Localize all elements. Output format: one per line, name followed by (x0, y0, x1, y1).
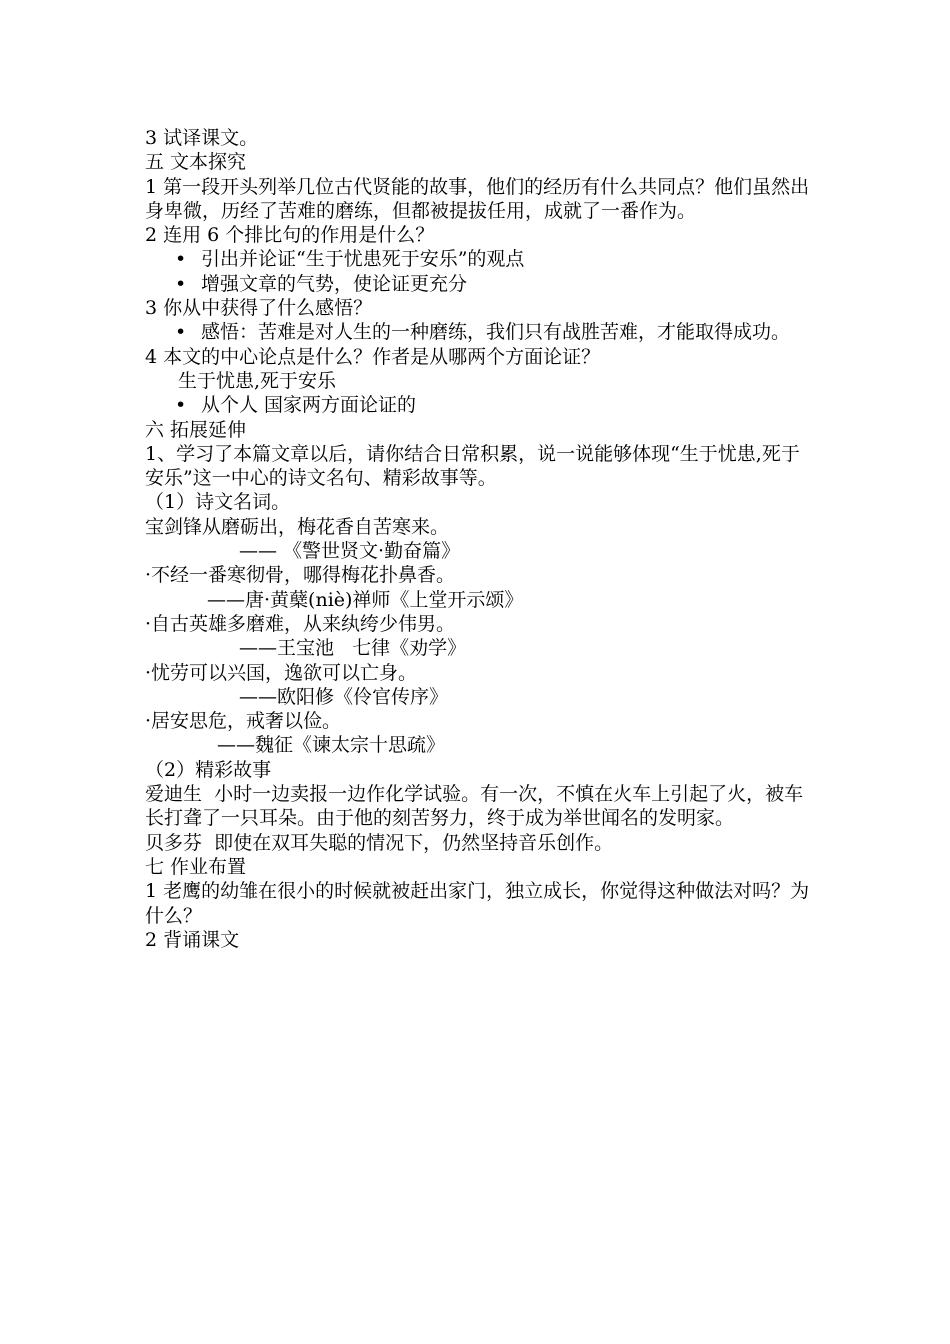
quote-source: ——欧阳修《伶官传序》 (239, 685, 449, 708)
bullet-item (145, 247, 810, 271)
bullet-text: 引出并论证“生于忧患死于安乐”的观点 (201, 248, 525, 271)
central-thesis: 生于忧患,死于安乐 (178, 369, 337, 392)
quote-line: ·忧劳可以兴国，逸欲可以亡身。 (145, 661, 418, 684)
bullet-item (145, 393, 810, 417)
bullet-item (145, 320, 810, 344)
heading-text-inquiry: 五 文本探究 (145, 151, 247, 174)
story-edison: 爱迪生 小时一边卖报一边作化学试验。有一次，不慎在火车上引起了火，被车长打聋了一只耳朵。由于他的刻苦努力，终于成为举世闻名的发明家。 (145, 783, 804, 830)
quote-source: ——魏征《谏太宗十思疏》 (217, 734, 446, 757)
bullet-icon: • (175, 321, 187, 344)
question-2: 2 连用 6 个排比句的作用是什么？ (145, 224, 435, 247)
quote-line: ·自古英雄多磨难，从来纨绔少伟男。 (145, 612, 456, 635)
question-4: 4 本文的中心论点是什么？作者是从哪两个方面论证？ (145, 345, 601, 368)
bullet-text: 增强文章的气势，使论证更充分 (201, 272, 468, 295)
subheading-quotes: （1）诗文名词。 (145, 491, 291, 514)
quote-source: ——王宝池 七律《劝学》 (239, 637, 467, 660)
question-1: 1 第一段开头列举几位古代贤能的故事，他们的经历有什么共同点？他们虽然出身卑微，历经了苦难的磨练，但都被提拔任用，成就了一番作为。 (145, 175, 810, 222)
quote-line: 宝剑锋从磨砺出，梅花香自苦寒来。 (145, 515, 450, 538)
story-beethoven: 贝多芬 即使在双耳失聪的情况下，仍然坚持音乐创作。 (145, 831, 614, 854)
subheading-stories: （2）精彩故事 (145, 758, 272, 781)
bullet-icon: • (175, 248, 187, 271)
document-body (145, 126, 810, 952)
bullet-icon: • (175, 394, 187, 417)
heading-homework: 七 作业布置 (145, 855, 247, 878)
bullet-icon: • (175, 272, 187, 295)
bullet-text: 感悟：苦难是对人生的一种磨练，我们只有战胜苦难，才能取得成功。 (201, 321, 791, 344)
homework-1: 1 老鹰的幼雏在很小的时候就被赶出家门，独立成长，你觉得这种做法对吗？为什么？ (145, 880, 810, 927)
quote-source: —— 《警世贤文·勤奋篇》 (239, 540, 461, 563)
quote-source: ——唐·黄蘖(niè)禅师《上堂开示颂》 (207, 588, 524, 611)
quote-line: ·居安思危，戒奢以俭。 (145, 710, 342, 733)
quote-line: ·不经一番寒彻骨，哪得梅花扑鼻香。 (145, 564, 456, 587)
bullet-text: 从个人 国家两方面论证的 (201, 394, 417, 417)
question-3: 3 你从中获得了什么感悟？ (145, 297, 373, 320)
extension-prompt: 1、学习了本篇文章以后，请你结合日常积累，说一说能够体现“生于忧患,死于安乐”这一中心的诗文名句、精彩故事等。 (145, 442, 800, 490)
bullet-item (145, 272, 810, 296)
line-translate: 3 试译课文。 (145, 127, 259, 149)
homework-2: 2 背诵课文 (145, 928, 240, 951)
heading-extension: 六 拓展延伸 (145, 418, 247, 441)
